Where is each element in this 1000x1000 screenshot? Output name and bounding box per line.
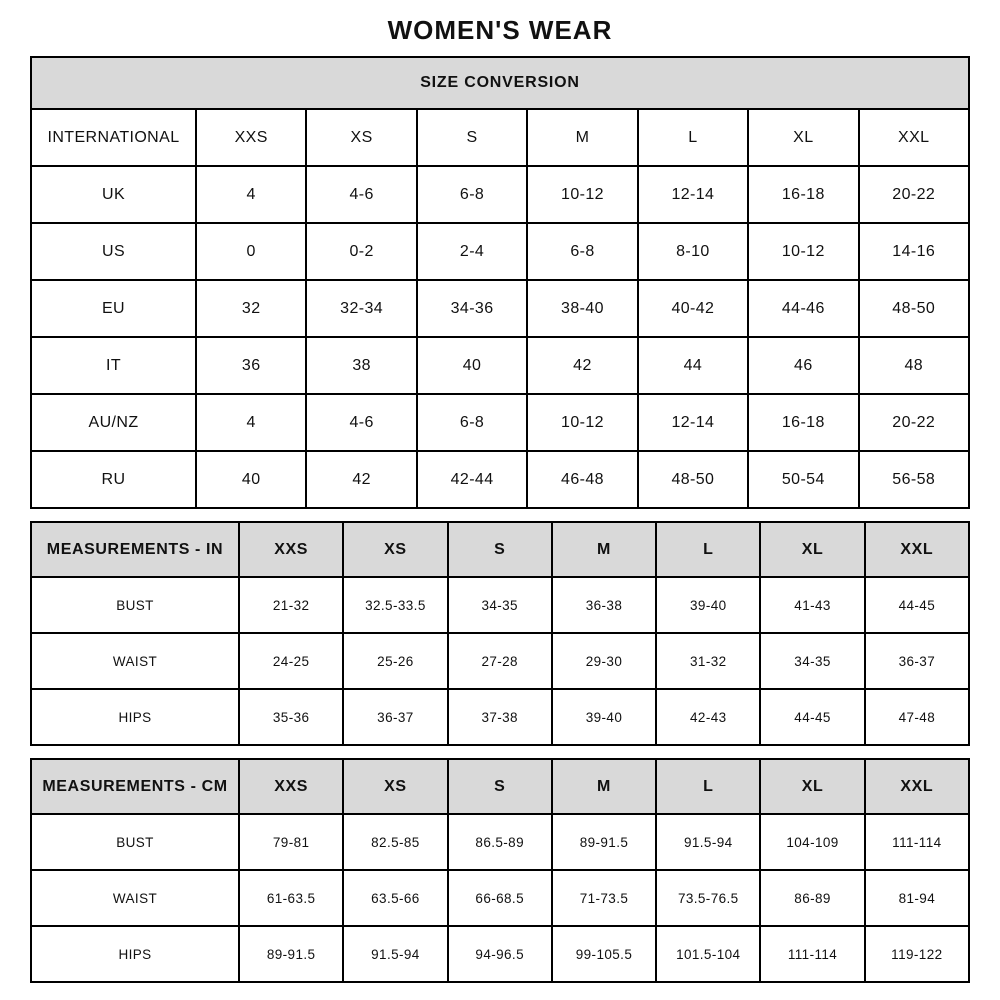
table-cell: 41-43 xyxy=(760,577,864,633)
table-row-waist xyxy=(31,633,969,689)
table-cell: 44-46 xyxy=(748,280,858,337)
table-row-hips xyxy=(31,689,969,745)
table-cell: 81-94 xyxy=(865,870,969,926)
table-cell: 61-63.5 xyxy=(239,870,343,926)
table-cell: 40-42 xyxy=(638,280,748,337)
table-cell: 31-32 xyxy=(656,633,760,689)
measurements-cm-title: MEASUREMENTS - CM xyxy=(31,759,239,814)
table-cell: 42-43 xyxy=(656,689,760,745)
table-cell: 86.5-89 xyxy=(448,814,552,870)
table-cell: 12-14 xyxy=(638,394,748,451)
row-label: BUST xyxy=(31,577,239,633)
size-conversion-title: SIZE CONVERSION xyxy=(31,57,969,109)
column-header-s: S xyxy=(448,759,552,814)
row-label: UK xyxy=(31,166,196,223)
column-header-m: M xyxy=(527,109,637,166)
table-cell: 29-30 xyxy=(552,633,656,689)
row-label: HIPS xyxy=(31,689,239,745)
table-cell: 4-6 xyxy=(306,166,416,223)
table-cell: 48-50 xyxy=(638,451,748,508)
measurements-in-title: MEASUREMENTS - IN xyxy=(31,522,239,577)
table-cell: 6-8 xyxy=(527,223,637,280)
table-cell: 104-109 xyxy=(760,814,864,870)
table-cell: 71-73.5 xyxy=(552,870,656,926)
table-cell: 44-45 xyxy=(865,577,969,633)
table-cell: 82.5-85 xyxy=(343,814,447,870)
row-label: WAIST xyxy=(31,633,239,689)
table-row-bust xyxy=(31,814,969,870)
table-cell: 42 xyxy=(306,451,416,508)
column-header-international: INTERNATIONAL xyxy=(31,109,196,166)
table-row-waist xyxy=(31,870,969,926)
table-cell: 46 xyxy=(748,337,858,394)
table-cell: 37-38 xyxy=(448,689,552,745)
table-cell: 111-114 xyxy=(865,814,969,870)
table-cell: 48 xyxy=(859,337,969,394)
table-cell: 14-16 xyxy=(859,223,969,280)
table-cell: 36 xyxy=(196,337,306,394)
row-label: HIPS xyxy=(31,926,239,982)
table-cell: 73.5-76.5 xyxy=(656,870,760,926)
table-cell: 44-45 xyxy=(760,689,864,745)
row-label: IT xyxy=(31,337,196,394)
table-cell: 34-36 xyxy=(417,280,527,337)
table-cell: 16-18 xyxy=(748,394,858,451)
row-label: RU xyxy=(31,451,196,508)
table-cell: 89-91.5 xyxy=(552,814,656,870)
table-cell: 86-89 xyxy=(760,870,864,926)
table-cell: 79-81 xyxy=(239,814,343,870)
table-cell: 32 xyxy=(196,280,306,337)
column-header-xs: XS xyxy=(343,759,447,814)
table-cell: 66-68.5 xyxy=(448,870,552,926)
table-cell: 94-96.5 xyxy=(448,926,552,982)
table-cell: 6-8 xyxy=(417,394,527,451)
table-cell: 0-2 xyxy=(306,223,416,280)
table-cell: 56-58 xyxy=(859,451,969,508)
column-header-row xyxy=(31,109,969,166)
table-cell: 36-37 xyxy=(343,689,447,745)
table-cell: 38-40 xyxy=(527,280,637,337)
column-header-xxs: XXS xyxy=(196,109,306,166)
column-header-m: M xyxy=(552,759,656,814)
table-cell: 6-8 xyxy=(417,166,527,223)
table-row-ru xyxy=(31,451,969,508)
column-header-xl: XL xyxy=(748,109,858,166)
table-cell: 0 xyxy=(196,223,306,280)
table-cell: 46-48 xyxy=(527,451,637,508)
table-cell: 4-6 xyxy=(306,394,416,451)
table-row-us xyxy=(31,223,969,280)
table-title-row xyxy=(31,57,969,109)
column-header-xxs: XXS xyxy=(239,759,343,814)
table-cell: 38 xyxy=(306,337,416,394)
column-header-l: L xyxy=(656,522,760,577)
table-cell: 40 xyxy=(196,451,306,508)
table-cell: 99-105.5 xyxy=(552,926,656,982)
table-cell: 40 xyxy=(417,337,527,394)
column-header-l: L xyxy=(638,109,748,166)
table-cell: 34-35 xyxy=(760,633,864,689)
table-row-eu xyxy=(31,280,969,337)
table-cell: 32.5-33.5 xyxy=(343,577,447,633)
table-cell: 32-34 xyxy=(306,280,416,337)
table-cell: 35-36 xyxy=(239,689,343,745)
row-label: WAIST xyxy=(31,870,239,926)
table-row-aunz xyxy=(31,394,969,451)
column-header-xxl: XXL xyxy=(865,522,969,577)
table-cell: 50-54 xyxy=(748,451,858,508)
table-cell: 34-35 xyxy=(448,577,552,633)
column-header-s: S xyxy=(417,109,527,166)
column-header-xs: XS xyxy=(343,522,447,577)
table-cell: 36-38 xyxy=(552,577,656,633)
page-title: WOMEN'S WEAR xyxy=(387,15,613,45)
table-row-bust xyxy=(31,577,969,633)
table-cell: 44 xyxy=(638,337,748,394)
table-cell: 4 xyxy=(196,394,306,451)
column-header-xs: XS xyxy=(306,109,416,166)
size-conversion-table xyxy=(30,56,970,509)
table-cell: 63.5-66 xyxy=(343,870,447,926)
table-cell: 47-48 xyxy=(865,689,969,745)
table-cell: 8-10 xyxy=(638,223,748,280)
table-cell: 24-25 xyxy=(239,633,343,689)
table-cell: 4 xyxy=(196,166,306,223)
column-header-xxl: XXL xyxy=(859,109,969,166)
column-header-s: S xyxy=(448,522,552,577)
table-cell: 91.5-94 xyxy=(656,814,760,870)
column-header-m: M xyxy=(552,522,656,577)
table-cell: 101.5-104 xyxy=(656,926,760,982)
table-row-hips xyxy=(31,926,969,982)
table-cell: 111-114 xyxy=(760,926,864,982)
table-cell: 42-44 xyxy=(417,451,527,508)
measurements-cm-table xyxy=(30,758,970,983)
table-cell: 39-40 xyxy=(656,577,760,633)
column-header-xl: XL xyxy=(760,522,864,577)
column-header-row xyxy=(31,759,969,814)
table-cell: 20-22 xyxy=(859,394,969,451)
row-label: BUST xyxy=(31,814,239,870)
table-cell: 20-22 xyxy=(859,166,969,223)
table-cell: 16-18 xyxy=(748,166,858,223)
table-cell: 25-26 xyxy=(343,633,447,689)
table-cell: 2-4 xyxy=(417,223,527,280)
table-cell: 39-40 xyxy=(552,689,656,745)
table-cell: 10-12 xyxy=(748,223,858,280)
table-row-it xyxy=(31,337,969,394)
column-header-row xyxy=(31,522,969,577)
measurements-in-table xyxy=(30,521,970,746)
table-cell: 48-50 xyxy=(859,280,969,337)
table-cell: 91.5-94 xyxy=(343,926,447,982)
table-row-uk xyxy=(31,166,969,223)
table-cell: 42 xyxy=(527,337,637,394)
table-cell: 21-32 xyxy=(239,577,343,633)
column-header-l: L xyxy=(656,759,760,814)
table-cell: 10-12 xyxy=(527,394,637,451)
column-header-xxs: XXS xyxy=(239,522,343,577)
row-label: EU xyxy=(31,280,196,337)
table-cell: 27-28 xyxy=(448,633,552,689)
row-label: US xyxy=(31,223,196,280)
row-label: AU/NZ xyxy=(31,394,196,451)
table-cell: 36-37 xyxy=(865,633,969,689)
column-header-xl: XL xyxy=(760,759,864,814)
column-header-xxl: XXL xyxy=(865,759,969,814)
table-cell: 89-91.5 xyxy=(239,926,343,982)
table-cell: 10-12 xyxy=(527,166,637,223)
table-cell: 12-14 xyxy=(638,166,748,223)
table-cell: 119-122 xyxy=(865,926,969,982)
